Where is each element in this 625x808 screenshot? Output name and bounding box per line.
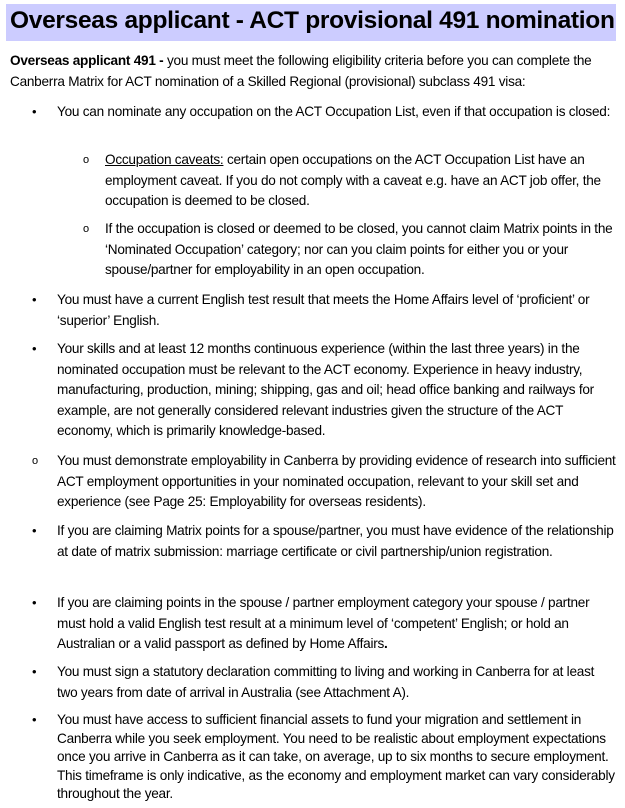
intro-lead: Overseas applicant 491 - (10, 53, 164, 68)
circle-bullet-icon: o (83, 223, 89, 235)
bullet-icon: • (32, 664, 37, 679)
bullet-icon: • (32, 712, 37, 727)
partner-text: If you are claiming points in the spouse / partner employment category your spouse / partner must hold a valid English test result at a minimum level of ‘competent’ English; or hold an Australian or a valid passport as defined by Home Affairs (57, 595, 590, 651)
bullet-icon: • (32, 341, 37, 356)
list-item-text: You must have a current English test result that meets the Home Affairs level of ‘proficient’ or ‘superior’ English. (57, 292, 590, 328)
sub-list-item-text: If the occupation is closed or deemed to be closed, you cannot claim Matrix points in the ‘Nominated Occupation’ category; nor can you claim points for either you or your spouse/partner for employability in an open occupation. (105, 221, 613, 277)
bullet-icon: • (32, 104, 37, 119)
list-item-text: Your skills and at least 12 months continuous experience (within the last three years) in the nominated occupation must be relevant to the ACT economy. Experience in heavy industry, manufacturing, production, mining; shipping, gas and oil; head office banking and railways for example, are not generally considered relevant industries given the structure of the ACT economy, which is primarily knowledge-based. (57, 341, 594, 438)
intro-text: you must meet the following eligibility criteria before you can complete the Canberra Matrix for ACT nomination of a Skilled Regional (provisional) subclass 491 visa: (10, 53, 592, 89)
bullet-icon: • (32, 595, 37, 610)
bold-period: . (384, 636, 388, 651)
list-item-text: You must have access to sufficient financial assets to fund your migration and settlement in Canberra while you seek employment. You need to be realistic about employment expectations once you arrive in Canberra as it can take, on average, up to six months to secure employment. This timeframe is only indicative, as the economy and employment market can vary considerably throughout the year. (57, 712, 615, 802)
bullet-icon: • (32, 292, 37, 307)
sub-list-item-text (105, 150, 620, 212)
list-item-text: You can nominate any occupation on the ACT Occupation List, even if that occupation is closed: (57, 104, 611, 119)
list-item-text (57, 593, 617, 655)
list-item-text: You must sign a statutory declaration committing to living and working in Canberra for at least two years from date of arrival in Australia (see Attachment A). (57, 664, 595, 700)
intro-paragraph (10, 51, 618, 92)
caveats-text: certain open occupations on the ACT Occupation List have an employment caveat. If you do not comply with a caveat e.g. have an ACT job offer, the occupation is deemed to be closed. (105, 152, 601, 208)
page-title: Overseas applicant - ACT provisional 491 nomination (10, 7, 615, 34)
title-banner (6, 4, 616, 41)
list-item-text: You must demonstrate employability in Canberra by providing evidence of research into sufficient ACT employment opportunities in your nominated occupation, relevant to your skill set and experience (see Page 25: Employability for overseas residents). (57, 453, 616, 509)
circle-bullet-icon: o (83, 154, 89, 166)
bullet-icon: • (32, 523, 37, 538)
circle-bullet-icon: o (32, 455, 38, 467)
caveats-label: Occupation caveats: (105, 152, 224, 167)
list-item-text: If you are claiming Matrix points for a spouse/partner, you must have evidence of the relationship at date of matrix submission: marriage certificate or civil partnership/union registration. (57, 523, 614, 559)
